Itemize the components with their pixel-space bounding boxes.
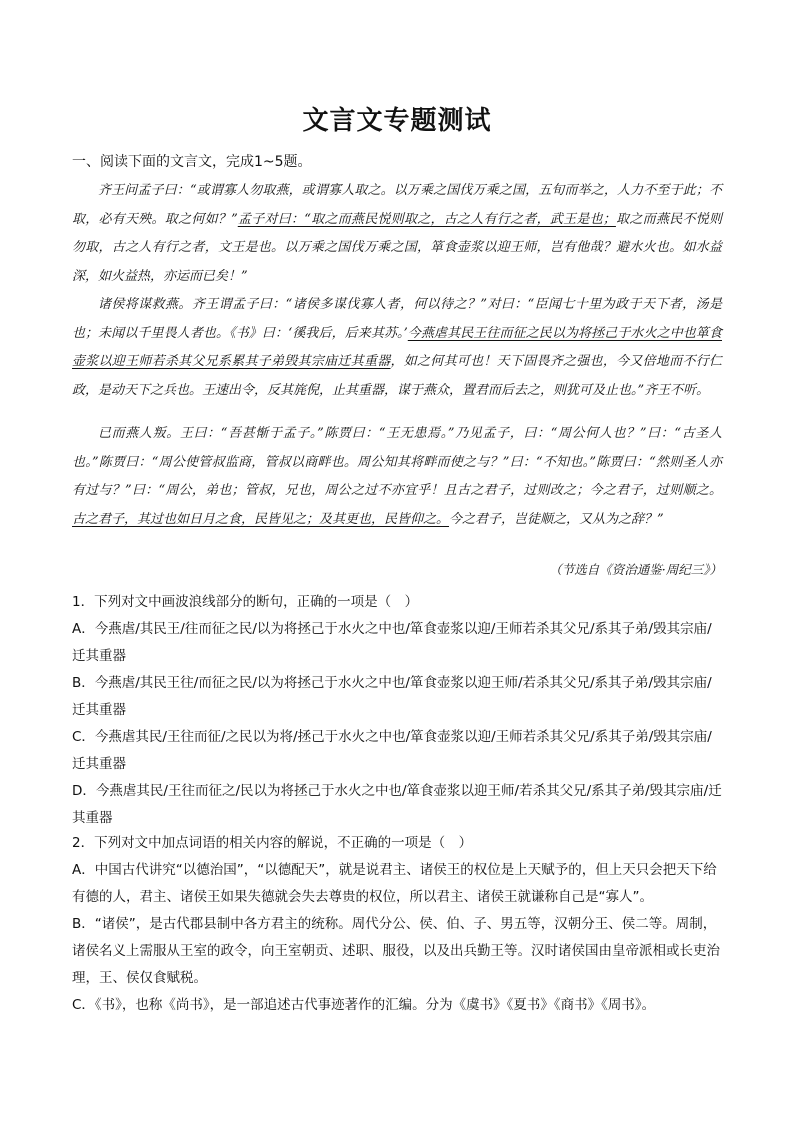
passage-text: 诸侯将谋救燕。齐王谓孟子曰：“诸侯多谋伐寡人者，何以待之？”对曰：“臣闻七十里为政于天下者，汤是也；未闻以千里畏人者也。《书》曰：‘徯我后，后来其苏。’ [72,297,722,341]
underlined-text: 古之君子，其过也如日月之食，民皆见之；及其更也，民皆仰之。 [72,511,450,527]
option-b: B．“诸侯”，是古代郡县制中各方君主的统称。周代分公、侯、伯、子、男五等，汉朝分王、侯二等。周制，诸侯名义上需服从王室的政令，向王室朝贡、述职、服役，以及出兵勤王等。汉时诸侯国由皇帝派相或长吏治理，王、侯仅食赋税。 [72,916,720,986]
option-a: A．今燕虐/其民王/往而征之民/以为将拯己于水火之中也/箪食壶浆以迎/王师若杀其父兄/系其子弟/毁其宗庙/迁其重器 [72,621,712,664]
passage-text: 已而燕人叛。王曰：“吾甚惭于孟子。”陈贾曰：“王无患焉。”乃见孟子，曰：“周公何人也？”曰：“古圣人也。”陈贾曰：“周公使管叔监商，管叔以商畔也。周公知其将畔而使之与？”曰：“不知也。”陈贾曰：“然则圣人亦有过与？”曰：“周公，弟也；管叔，兄也，周公之过不亦宜乎！且古之君子，过则改之；今之君子，过则顺之。 [72,426,722,498]
option-b: B．今燕虐/其民王往/而征之民/以为将拯己于水火之中也/箪食壶浆以迎王师/若杀其父兄/系其子弟/毁其宗庙/迁其重器 [72,675,712,718]
passage-paragraph-3 [72,420,722,534]
question-stem: 1．下列对文中画波浪线部分的断句，正确的一项是（ ） [72,594,419,610]
section-heading: 一、阅读下面的文言文，完成1~5题。 [72,154,312,170]
passage-text: 今之君子，岂徒顺之，又从为之辞？” [449,511,664,527]
question-2 [72,830,722,1019]
passage-text: ，如之何其可也！天下固畏齐之强也，今又倍地而不行仁政，是动天下之兵也。王速出令，反其旄倪，止其重器，谋于燕众，置君而后去之，则犹可及止也。”齐王不听。 [72,354,722,398]
option-a: A．中国古代讲究“以德治国”，“以德配天”，就是说君主、诸侯王的权位是上天赋予的，但上天只会把天下给有德的人，君主、诸侯王如果失德就会失去尊贵的权位，所以君主、诸侯王就谦称自己是“寡人”。 [72,862,717,905]
passage-text: 取之而燕民不悦则勿取，古之人有行之者，文王是也。以万乘之国伐万乘之国，箪食壶浆以迎王师，岂有他哉？避水火也。如水益深，如火益热，亦运而已矣！” [72,211,722,284]
page-title: 文言文专题测试 [302,106,492,136]
question-stem: 2．下列对文中加点词语的相关内容的解说，不正确的一项是（ ） [72,835,473,851]
passage-paragraph-1 [72,177,722,291]
option-c: C．《书》，也称《尚书》，是一部追述古代事迹著作的汇编。分为《虞书》《夏书》《商书》《周书》。 [72,997,656,1013]
underlined-text: 孟子对曰：“取之而燕民悦则取之，古之人有行之者，武王是也； [237,211,616,227]
wavy-underlined-text: 今燕虐其民王往而征之民以为将拯己于水火之中也箪食壶浆以迎王师若杀其父兄系累其子弟毁其宗庙迁其重器 [72,325,722,369]
option-c: C．今燕虐其民/王往而征/之民以为将/拯己于水火之中也/箪食壶浆以迎/王师若杀其父兄/系其子弟/毁其宗庙/迁其重器 [72,729,712,772]
option-d: D．今燕虐其民/王往而征之/民以为将拯己于水火之中也/箪食壶浆以迎王师/若杀其父兄/系其子弟/毁其宗庙/迁其重器 [72,783,722,826]
source-citation: （节选自《资治通鉴·周纪三》） [549,562,722,577]
passage-paragraph-2 [72,291,722,405]
passage-text: 齐王问孟子曰：“或谓寡人勿取燕，或谓寡人取之。以万乘之国伐万乘之国，五旬而举之，人力不至于此；不取，必有天殃。取之何如？” [72,183,722,227]
question-1 [72,589,722,832]
